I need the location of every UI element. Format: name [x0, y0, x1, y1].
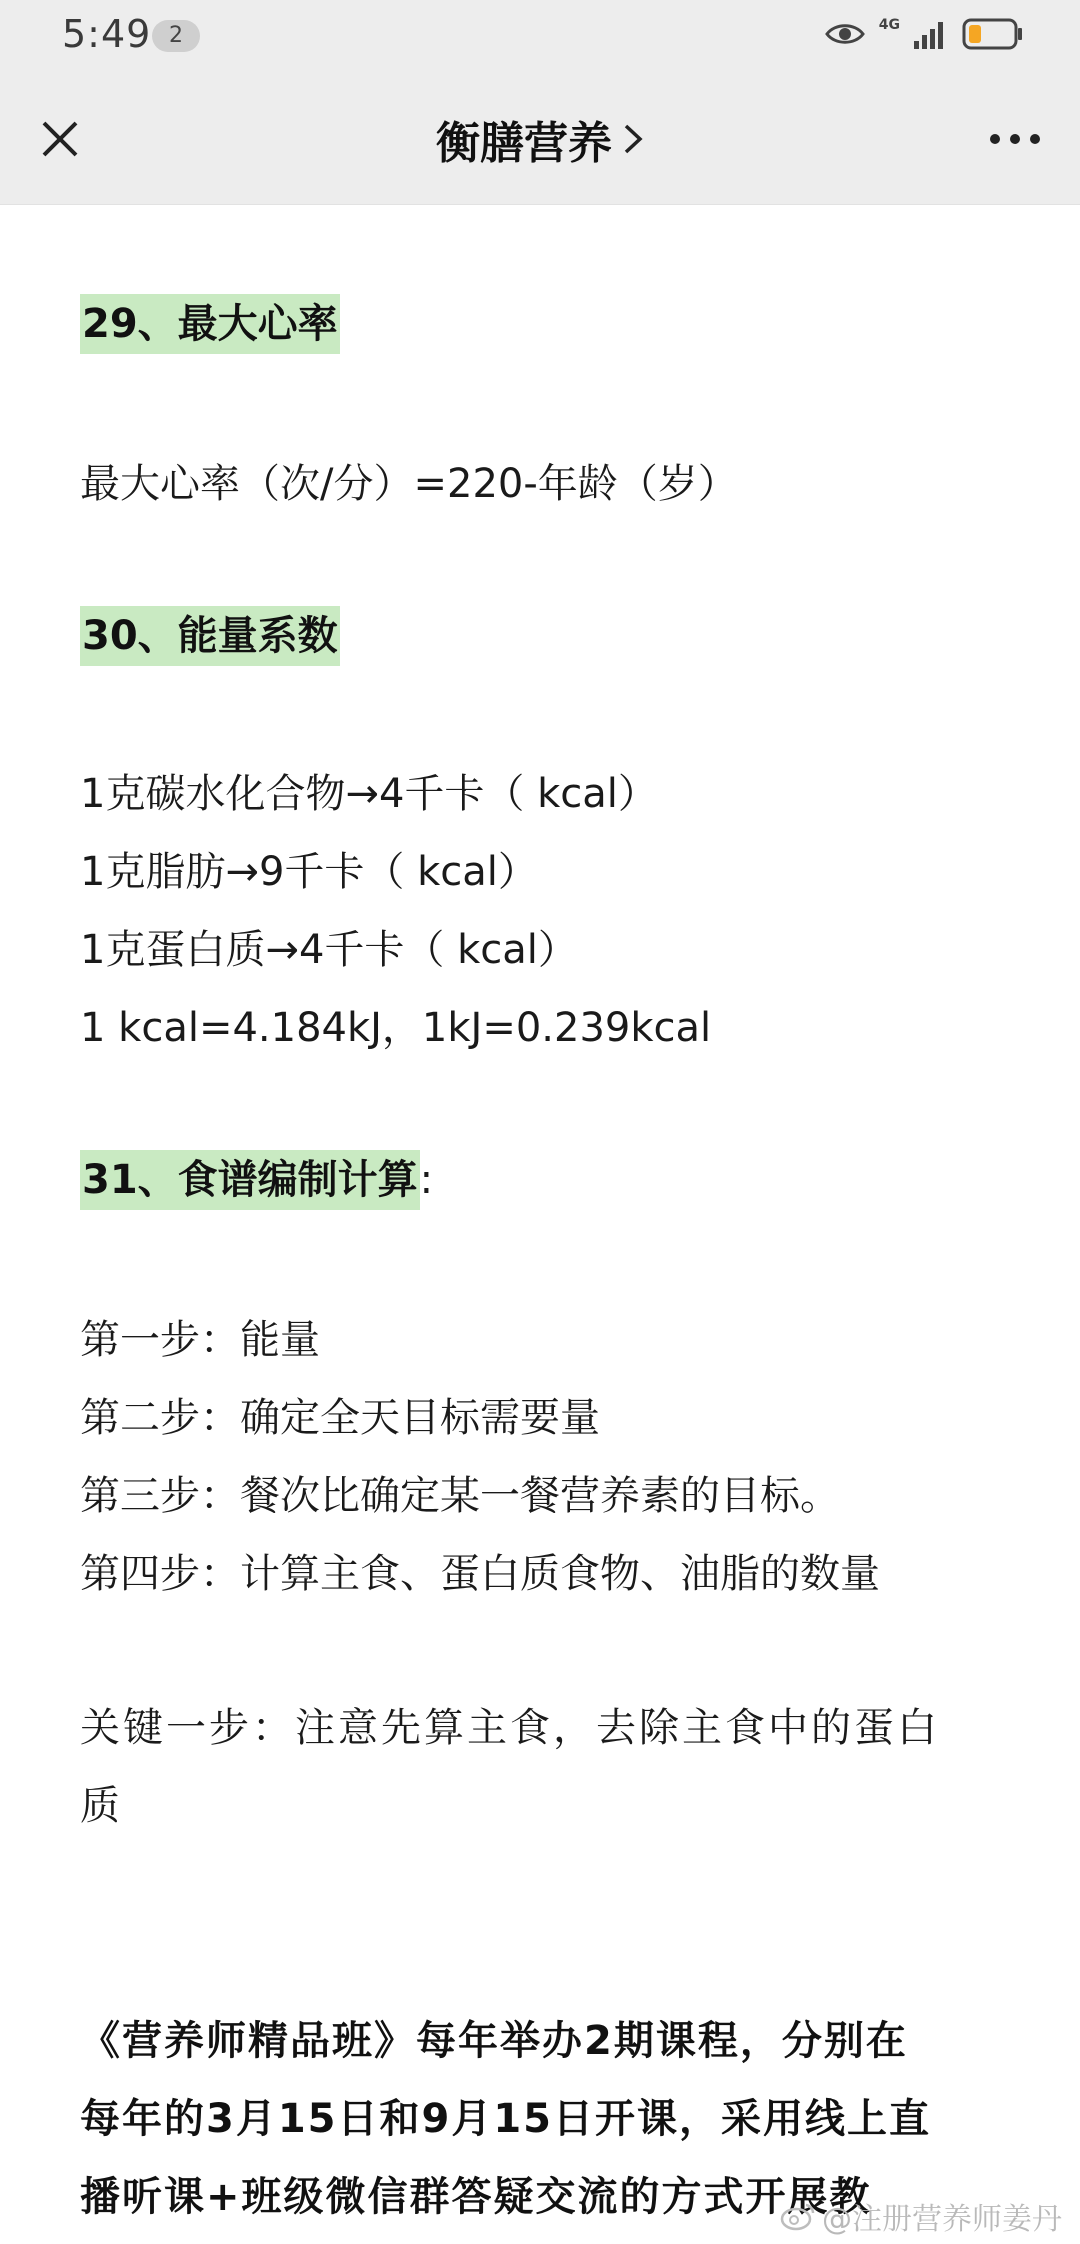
promo-line-3: 播听课+班级微信群答疑交流的方式开展教: [80, 2174, 872, 2220]
more-icon-dot: [990, 134, 1000, 144]
watermark: [780, 2194, 1062, 2238]
network-type-label: 4G: [878, 17, 900, 33]
energy-line-protein: 1克蛋白质→4千卡（ kcal）: [80, 927, 578, 973]
step-2: 第二步：确定全天目标需要量: [80, 1395, 600, 1441]
account-title: 衡膳营养: [436, 118, 612, 169]
heading-31: 31、食谱编制计算: [80, 1150, 420, 1210]
energy-line-fat: 1克脂肪→9千卡（ kcal）: [80, 849, 538, 895]
more-button[interactable]: [980, 109, 1050, 169]
nav-bar: [0, 74, 1080, 205]
energy-line-carb: 1克碳水化合物→4千卡（ kcal）: [80, 771, 658, 817]
heading-30: 30、能量系数: [80, 606, 340, 666]
more-icon-dot: [1030, 134, 1040, 144]
promo-line-2: 每年的3月15日和9月15日开课，采用线上直: [80, 2096, 931, 2142]
weibo-logo-icon: [780, 2201, 816, 2231]
more-icon-dot: [1010, 134, 1020, 144]
eye-icon: [825, 21, 865, 51]
key-step-line-2: 质: [80, 1783, 120, 1829]
status-icons: [825, 14, 1024, 58]
watermark-text: @注册营养师姜丹: [822, 2202, 1062, 2237]
heading-31-colon: :: [419, 1157, 434, 1203]
heading-29: 29、最大心率: [80, 294, 340, 354]
chevron-right-icon: [622, 122, 644, 156]
notification-count-badge: 2: [152, 20, 200, 52]
status-bar: [0, 0, 1080, 74]
step-3: 第三步：餐次比确定某一餐营养素的目标。: [80, 1473, 840, 1519]
signal-icon: [914, 19, 948, 53]
battery-icon: [962, 18, 1024, 54]
promo-line-1: 《营养师精品班》每年举办2期课程，分别在: [80, 2018, 908, 2064]
heading-31-wrap: [80, 1150, 433, 1210]
key-step-line-1: 关键一步：注意先算主食，去除主食中的蛋白: [80, 1705, 940, 1751]
status-time: 5:49: [62, 12, 152, 56]
energy-line-conversion: 1 kcal=4.184kJ，1kJ=0.239kcal: [80, 1005, 712, 1051]
account-title-link[interactable]: [0, 74, 1080, 204]
step-4: 第四步：计算主食、蛋白质食物、油脂的数量: [80, 1551, 880, 1597]
heart-rate-formula: 最大心率（次/分）=220-年龄（岁）: [80, 461, 738, 507]
step-1: 第一步：能量: [80, 1317, 320, 1363]
